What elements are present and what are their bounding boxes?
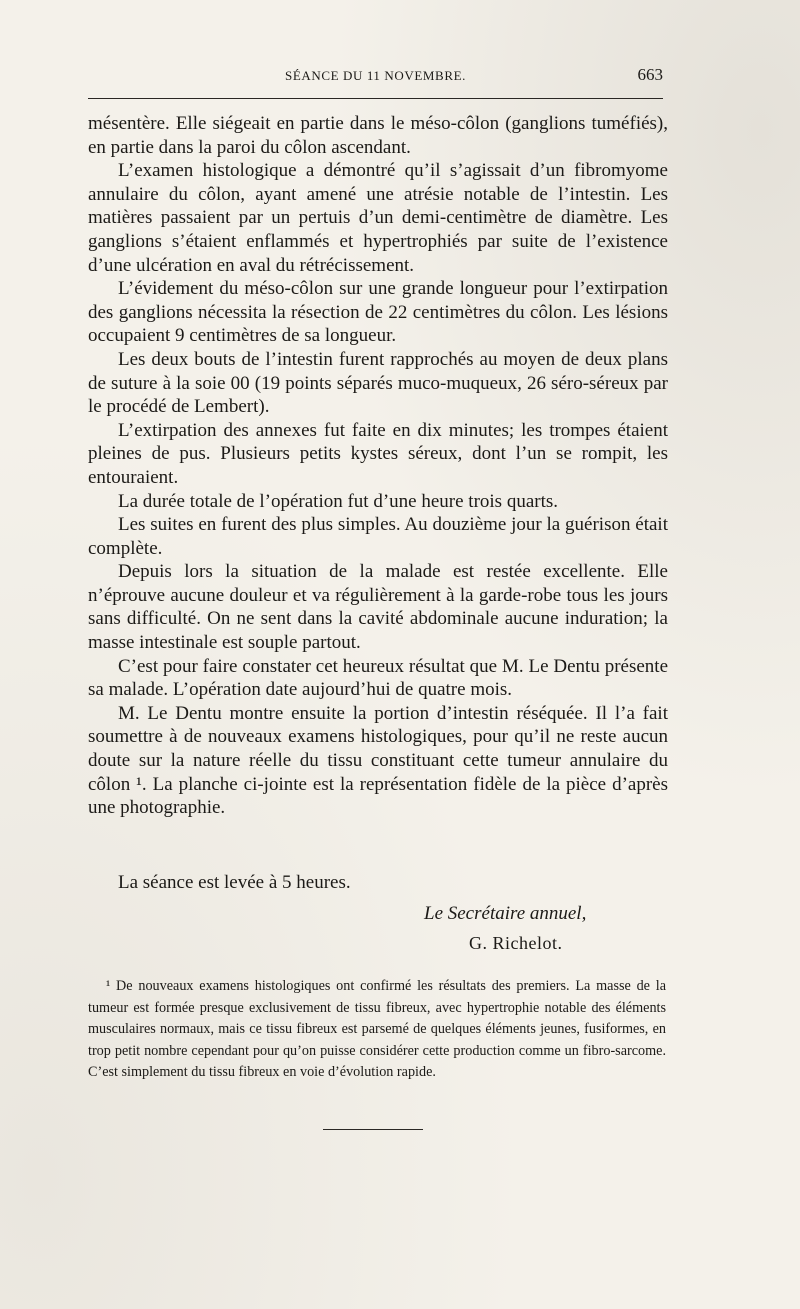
page-number: 663 [637, 65, 663, 84]
paragraph: Depuis lors la situation de la malade est restée excellente. Elle n’éprouve aucune douleur et va régulièrement à la garde-robe tous les jours sans difficulté. On ne sent dans la cavité abdominale aucune induration; la masse intestinale est souple partout. [88, 561, 668, 654]
paragraph: L’extirpation des annexes fut faite en dix minutes; les trompes étaient pleines de pus. Plusieurs petits kystes séreux, dont l’un se rompit, les entouraient. [88, 419, 668, 488]
paragraph: mésentère. Elle siégeait en partie dans le méso-côlon (ganglions tuméfiés), en partie dans la paroi du côlon ascendant. [88, 113, 668, 158]
bottom-rule [323, 1129, 423, 1130]
paragraph: Les suites en furent des plus simples. Au douzième jour la guérison était complète. [88, 514, 668, 559]
running-head [88, 64, 663, 88]
paragraph: La durée totale de l’opération fut d’une heure trois quarts. [118, 490, 558, 512]
footnote-text: ¹ De nouveaux examens histologiques ont confirmé les résultats des premiers. La masse de la tumeur est formée presque exclusivement de tissu fibreux, avec hypertrophie notable des éléments musculaires normaux, mais ce tissu fibreux est parsemé de quelques éléments jeunes, fusiformes, en trop petit nombre cependant pour qu’on puisse considérer cette production comme un fibro-sarcome. C’est simplement du tissu fibreux en voie d’évolution rapide. [88, 978, 666, 1081]
header-rule [88, 98, 663, 99]
body-text [88, 112, 668, 820]
paragraph: L’examen histologique a démontré qu’il s’agissait d’un fibromyome annulaire du côlon, ayant amené une atrésie notable de l’intestin. Les matières passaient par un pertuis d’un demi-centimètre de diamètre. Les ganglions s’étaient enflammés et hypertrophiés par suite de l’existence d’une ulcération en aval du rétrécissement. [88, 160, 668, 276]
running-title: SÉANCE DU 11 NOVEMBRE. [284, 68, 466, 83]
footnote [88, 976, 666, 1084]
signature-role: Le Secrétaire annuel, [424, 903, 587, 924]
paragraph: C’est pour faire constater cet heureux résultat que M. Le Dentu présente sa malade. L’opération date aujourd’hui de quatre mois. [88, 655, 668, 701]
paragraph: M. Le Dentu montre ensuite la portion d’intestin réséquée. Il l’a fait soumettre à de nouveaux examens histologiques, pour qu’il ne reste aucun doute sur la nature réelle du tissu constituant cette tumeur annulaire du côlon ¹. La planche ci-jointe est la représentation fidèle de la pièce d’après une photographie. [88, 702, 668, 819]
paragraph: L’évidement du méso-côlon sur une grande longueur pour l’extirpation des ganglions nécessita la résection de 22 centimètres du côlon. Les lésions occupaient 9 centimètres de sa longueur. [88, 278, 668, 347]
signature-name: G. Richelot. [469, 933, 563, 953]
closing-line: La séance est levée à 5 heures. [118, 872, 351, 893]
paragraph: Les deux bouts de l’intestin furent rapprochés au moyen de deux plans de suture à la soie 00 (19 points séparés muco-muqueux, 26 séro-séreux par le procédé de Lembert). [88, 348, 668, 418]
